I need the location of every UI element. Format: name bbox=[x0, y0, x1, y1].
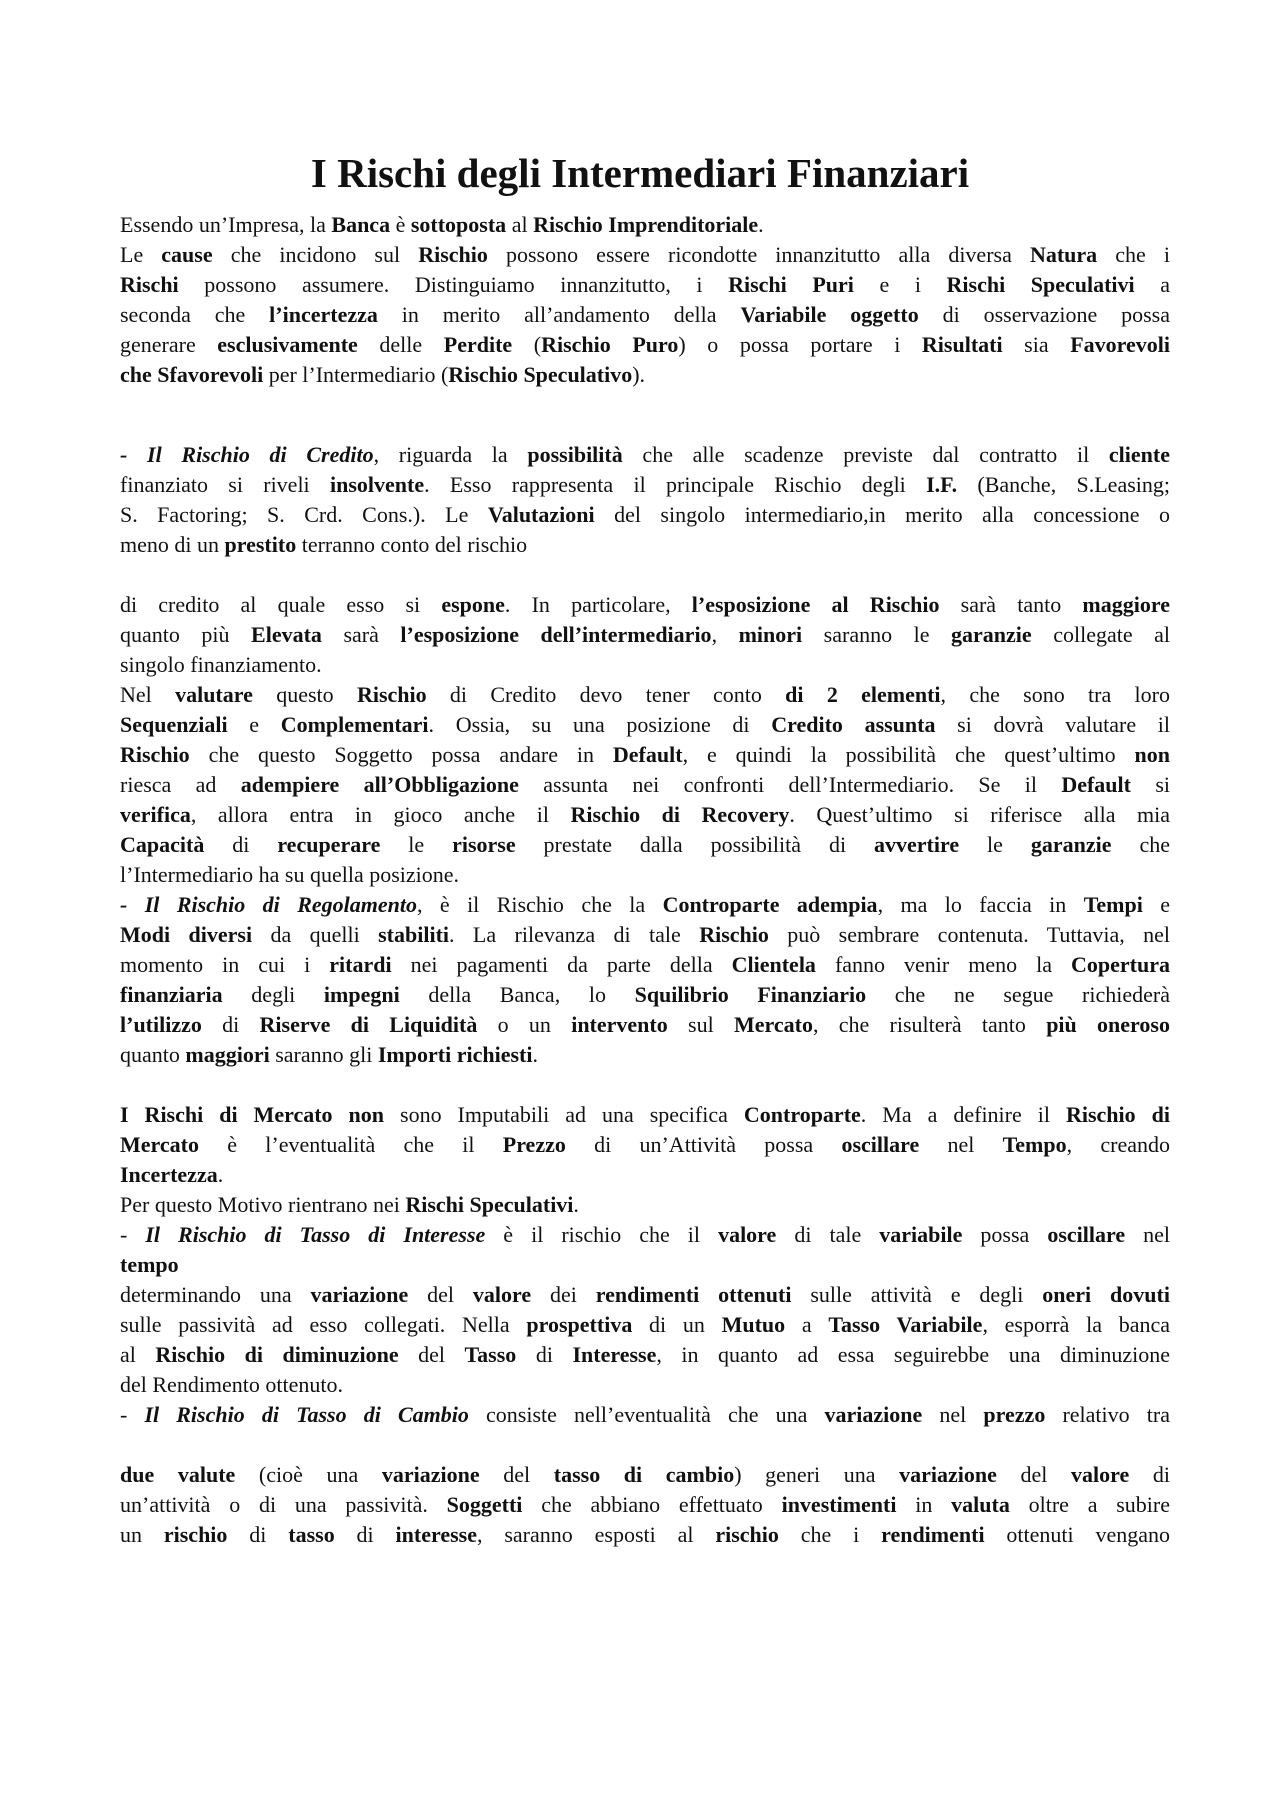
text-line: del Rendimento ottenuto. bbox=[120, 1372, 344, 1397]
text-line: - Il Rischio di Tasso di Cambio consiste nell’eventualità che una variazione nel prezzo relativo tra bbox=[120, 1402, 1170, 1427]
text-line: di credito al quale esso si espone. In particolare, l’esposizione al Rischio sarà tanto maggiore bbox=[120, 592, 1170, 617]
text-line: Rischio che questo Soggetto possa andare in Default, e quindi la possibilità che quest’ultimo non bbox=[120, 742, 1171, 767]
text-line: seconda che l’incertezza in merito all’andamento della Variabile oggetto di osservazione possa bbox=[120, 302, 1170, 327]
text-line: singolo finanziamento. bbox=[120, 652, 322, 677]
text-line: tempo bbox=[120, 1252, 179, 1277]
text-line: che Sfavorevoli per l’Intermediario (Rischio Speculativo). bbox=[120, 362, 646, 387]
text-line: generare esclusivamente delle Perdite (Rischio Puro) o possa portare i Risultati sia Favorevoli bbox=[120, 332, 1170, 357]
text-line: meno di un prestito terranno conto del rischio bbox=[120, 532, 528, 557]
text-line: finanziato si riveli insolvente. Esso rappresenta il principale Rischio degli I.F. (Banche, S.Leasing; bbox=[120, 472, 1170, 497]
document-title: I Rischi degli Intermediari Finanziari bbox=[310, 150, 970, 196]
text-line: Incertezza. bbox=[120, 1162, 224, 1187]
text-line: l’Intermediario ha su quella posizione. bbox=[120, 862, 460, 887]
text-line: finanziaria degli impegni della Banca, lo Squilibrio Finanziario che ne segue richiederà bbox=[120, 982, 1170, 1007]
text-line: verifica, allora entra in gioco anche il Rischio di Recovery. Quest’ultimo si riferisce alla mia bbox=[120, 802, 1171, 827]
text-line: S. Factoring; S. Crd. Cons.). Le Valutazioni del singolo intermediario,in merito alla concessione o bbox=[120, 502, 1170, 527]
text-line: due valute (cioè una variazione del tasso di cambio) generi una variazione del valore di bbox=[120, 1462, 1170, 1487]
text-line: riesca ad adempiere all’Obbligazione assunta nei confronti dell’Intermediario. Se il Default si bbox=[120, 772, 1170, 797]
text-line: quanto maggiori saranno gli Importi richiesti. bbox=[120, 1042, 538, 1067]
text-line: Essendo un’Impresa, la Banca è sottoposta al Rischio Imprenditoriale. bbox=[120, 212, 764, 237]
text-line: Mercato è l’eventualità che il Prezzo di un’Attività possa oscillare nel Tempo, creando bbox=[120, 1132, 1170, 1157]
text-line: Capacità di recuperare le risorse prestate dalla possibilità di avvertire le garanzie che bbox=[120, 832, 1170, 857]
text-line: - Il Rischio di Regolamento, è il Rischio che la Controparte adempia, ma lo faccia in Tempi e bbox=[120, 892, 1170, 917]
text-line: Le cause che incidono sul Rischio possono essere ricondotte innanzitutto alla diversa Natura che i bbox=[120, 242, 1170, 267]
text-line: un’attività o di una passività. Soggetti che abbiano effettuato investimenti in valuta oltre a subire bbox=[120, 1492, 1170, 1517]
text-line: I Rischi di Mercato non sono Imputabili ad una specifica Controparte. Ma a definire il Rischio di bbox=[120, 1102, 1170, 1127]
text-line: Modi diversi da quelli stabiliti. La rilevanza di tale Rischio può sembrare contenuta. Tuttavia, nel bbox=[120, 922, 1170, 947]
text-line: Nel valutare questo Rischio di Credito devo tener conto di 2 elementi, che sono tra loro bbox=[120, 682, 1170, 707]
text-line: quanto più Elevata sarà l’esposizione dell’intermediario, minori saranno le garanzie collegate al bbox=[120, 622, 1171, 647]
text-line: Sequenziali e Complementari. Ossia, su una posizione di Credito assunta si dovrà valutare il bbox=[120, 712, 1170, 737]
text-line: sulle passività ad esso collegati. Nella prospettiva di un Mutuo a Tasso Variabile, esporrà la banca bbox=[120, 1312, 1171, 1337]
text-line: - Il Rischio di Tasso di Interesse è il rischio che il valore di tale variabile possa oscillare nel bbox=[120, 1222, 1171, 1247]
text-line: Rischi possono assumere. Distinguiamo innanzitutto, i Rischi Puri e i Rischi Speculativi a bbox=[120, 272, 1171, 297]
text-line: - Il Rischio di Credito, riguarda la possibilità che alle scadenze previste dal contratto il cliente bbox=[120, 442, 1171, 467]
text-line: al Rischio di diminuzione del Tasso di Interesse, in quanto ad essa seguirebbe una diminuzione bbox=[120, 1342, 1170, 1367]
text-line: determinando una variazione del valore dei rendimenti ottenuti sulle attività e degli oneri dovuti bbox=[120, 1282, 1170, 1307]
text-line: l’utilizzo di Riserve di Liquidità o un intervento sul Mercato, che risulterà tanto più oneroso bbox=[120, 1012, 1170, 1037]
text-line: momento in cui i ritardi nei pagamenti da parte della Clientela fanno venir meno la Copertura bbox=[120, 952, 1171, 977]
text-line: un rischio di tasso di interesse, saranno esposti al rischio che i rendimenti ottenuti vengano bbox=[120, 1522, 1171, 1547]
text-line: Per questo Motivo rientrano nei Rischi Speculativi. bbox=[120, 1192, 579, 1217]
